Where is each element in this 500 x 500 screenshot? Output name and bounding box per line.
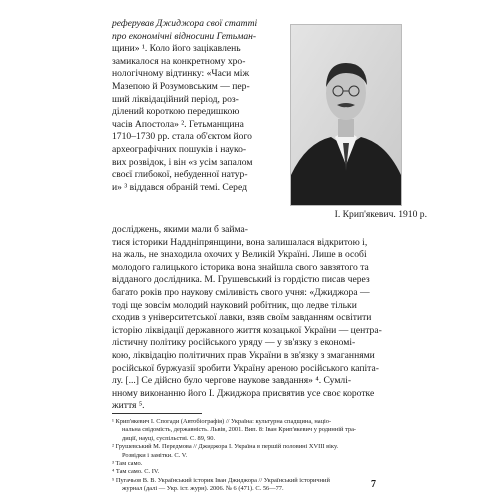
text-column-top — [112, 18, 284, 194]
text-line: російської буржуазії зробити Україну ареною російського капіта- — [112, 362, 379, 374]
text-line: життя ⁵. — [112, 400, 145, 412]
text-line: кою, ліквідацію політичних прав України в зв'язку з змаганнями — [112, 349, 375, 361]
text-body — [112, 224, 392, 413]
text-line: історію ліквідації державного життя козацької України — центра- — [112, 324, 382, 336]
text-line: своєї глибокої, небуденної натур- — [112, 169, 248, 181]
text-line: ділений короткою передишкою — [112, 106, 240, 118]
text-line: вих розвідок, і він «з усім запалом — [112, 156, 253, 168]
text-line: лу. [...] Се дійсно було чергове наукове завдання» ⁴. Сумлі- — [112, 375, 352, 387]
text-line: багато років про наукову сміливість свого учня: «Джиджора — — [112, 286, 370, 298]
text-line: молодого галицького історика вона знайшла свого завзятого та — [112, 261, 369, 273]
text-line: реферував Джиджора свої статті — [112, 18, 258, 29]
footnote-line: ³ Там само. — [112, 460, 143, 468]
text-line: замикалося на конкретному хро- — [112, 55, 246, 67]
footnote-line: журнал (далі — Укр. іст. журн). 2006. № 6 (471). С. 56—77. — [122, 485, 284, 493]
footnote-line: диції, науці, суспільстві. С. 89, 90. — [122, 434, 216, 442]
footnote-line: ² Грушевський М. Передмова // Джиджора І. Україна в першій половині XVIII віку. — [112, 443, 339, 451]
footnotes — [112, 418, 392, 494]
text-line: археографічних пошуків і науко- — [112, 143, 247, 155]
footnote-line: ¹ Крип'якевич І. Спогади (Автобіографія) // Україна: культурна спадщина, націо- — [112, 418, 332, 425]
footnote-line: ⁵ Пугачьов В. В. Український історик Іван Джиджора // Український історичний — [112, 476, 330, 484]
text-line: ший ліквідаційний період, роз- — [112, 93, 239, 105]
footnote-line: ⁴ Там само. С. IV. — [112, 468, 160, 476]
text-line: Мазепою й Розумовським — пер- — [112, 80, 250, 92]
text-line: и» ³ віддався обраній темі. Серед — [112, 181, 247, 193]
portrait-photo — [290, 24, 402, 206]
text-line: щини» ¹. Коло його зацікавлень — [112, 43, 241, 55]
photo-caption: І. Крип'якевич. 1910 р. — [334, 209, 427, 220]
text-line: нологічному відтинку: «Часи між — [112, 68, 250, 80]
footnote-rule — [112, 413, 202, 414]
text-line: відданого дослідника. М. Грушевський із гордістю писав через — [112, 274, 370, 286]
text-line: тоді ще зовсім молодий науковий робітник, що ледве тільки — [112, 299, 357, 311]
footnote-line: Розвідки і замітки. С. V. — [122, 451, 188, 459]
text-line: часів Апостола» ². Гетьманщина — [112, 118, 244, 130]
text-line: тися історики Наддніпрянщини, вона залишалася відкритою і, — [112, 236, 368, 248]
text-line: лістичну політику російського уряду — у зв'язку з економі- — [112, 337, 356, 349]
text-line: 1710–1730 рр. стала об'єктом його — [112, 131, 252, 143]
page-number: 7 — [371, 479, 376, 490]
text-line: про економічні відносини Гетьман- — [112, 30, 257, 42]
text-line: досліджень, якими мали б займа- — [112, 224, 248, 235]
text-line: сходив з університетської лавки, взяв своїм завданням освітити — [112, 312, 372, 324]
text-line: нному виконанню його І. Джиджора присвятив усе своє коротке — [112, 387, 375, 399]
footnote-line: нальна свідомість, державність. Львів, 2001. Вип. 8: Іван Крип'якевич у родинній тра- — [122, 426, 357, 434]
text-line: на жаль, не знаходила охочих у Великій Україні. Лише в особі — [112, 249, 367, 261]
